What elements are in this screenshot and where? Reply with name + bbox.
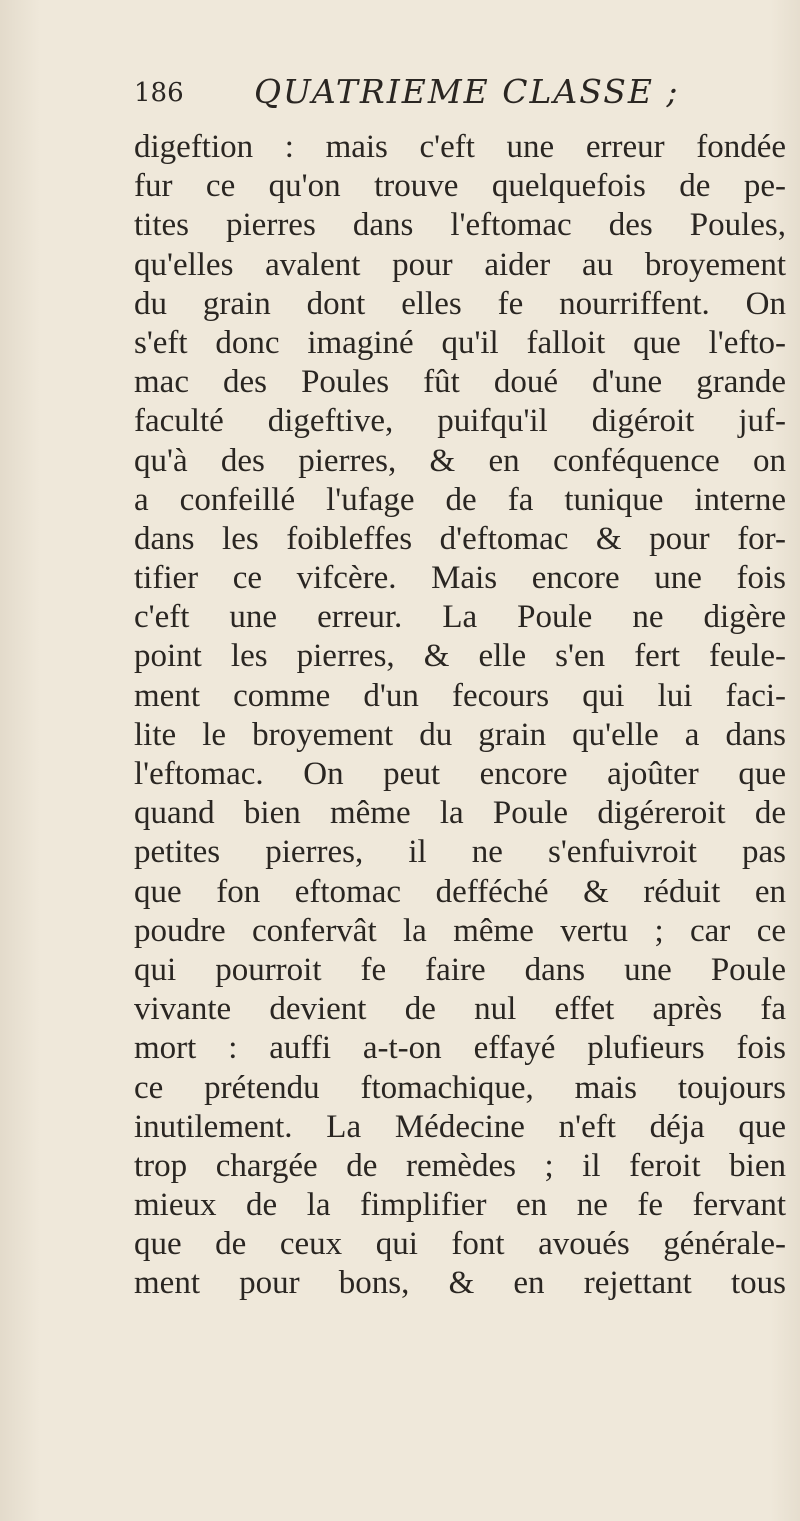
body-text <box>134 128 786 1304</box>
page-header <box>134 72 694 124</box>
text-line: quand bien même la Poule digéreroit de <box>134 795 786 832</box>
text-line: faculté digeftive, puifqu'il digéroit juf- <box>134 403 786 440</box>
text-line: point les pierres, & elle s'en fert feule- <box>134 638 786 675</box>
page-number: 186 <box>134 78 184 108</box>
text-line: que de ceux qui font avoués générale- <box>134 1226 786 1263</box>
text-line: vivante devient de nul effet après fa <box>134 991 786 1028</box>
text-line: dans les foibleffes d'eftomac & pour for- <box>134 520 786 557</box>
text-line: mort : auffi a-t-on effayé plufieurs fois <box>134 1030 786 1067</box>
text-line: qu'elles avalent pour aider au broyement <box>134 246 786 283</box>
text-line: tites pierres dans l'eftomac des Poules, <box>134 207 786 244</box>
text-line: lite le broyement du grain qu'elle a dans <box>134 716 786 753</box>
text-line: que fon eftomac defféché & réduit en <box>134 873 786 910</box>
text-line: ce prétendu ftomachique, mais toujours <box>134 1069 786 1106</box>
text-line: a confeillé l'ufage de fa tunique interne <box>134 481 786 518</box>
text-line: ment comme d'un fecours qui lui faci- <box>134 677 786 714</box>
running-head: QUATRIEME CLASSE ; <box>254 72 680 111</box>
text-line: qui pourroit fe faire dans une Poule <box>134 951 786 988</box>
text-line: inutilement. La Médecine n'eft déja que <box>134 1108 786 1145</box>
text-line: l'eftomac. On peut encore ajoûter que <box>134 756 786 792</box>
text-line: trop chargée de remèdes ; il feroit bien <box>134 1147 786 1184</box>
text-line: ment pour bons, & en rejettant tous <box>134 1265 786 1302</box>
text-line: fur ce qu'on trouve quelquefois de pe- <box>134 168 786 205</box>
text-line: mieux de la fimplifier en ne fe fervant <box>134 1187 786 1224</box>
text-line: poudre confervât la même vertu ; car ce <box>134 912 786 949</box>
text-line: c'eft une erreur. La Poule ne digère <box>134 599 786 636</box>
text-line: mac des Poules fût doué d'une grande <box>134 364 786 401</box>
text-line: du grain dont elles fe nourriffent. On <box>134 285 786 322</box>
text-line: digeftion : mais c'eft une erreur fondée <box>134 129 786 165</box>
text-line: tifier ce vifcère. Mais encore une fois <box>134 560 786 597</box>
text-line: petites pierres, il ne s'enfuivroit pas <box>134 834 786 871</box>
text-line: qu'à des pierres, & en conféquence on <box>134 442 786 479</box>
text-line: s'eft donc imaginé qu'il falloit que l'efto- <box>134 324 786 361</box>
